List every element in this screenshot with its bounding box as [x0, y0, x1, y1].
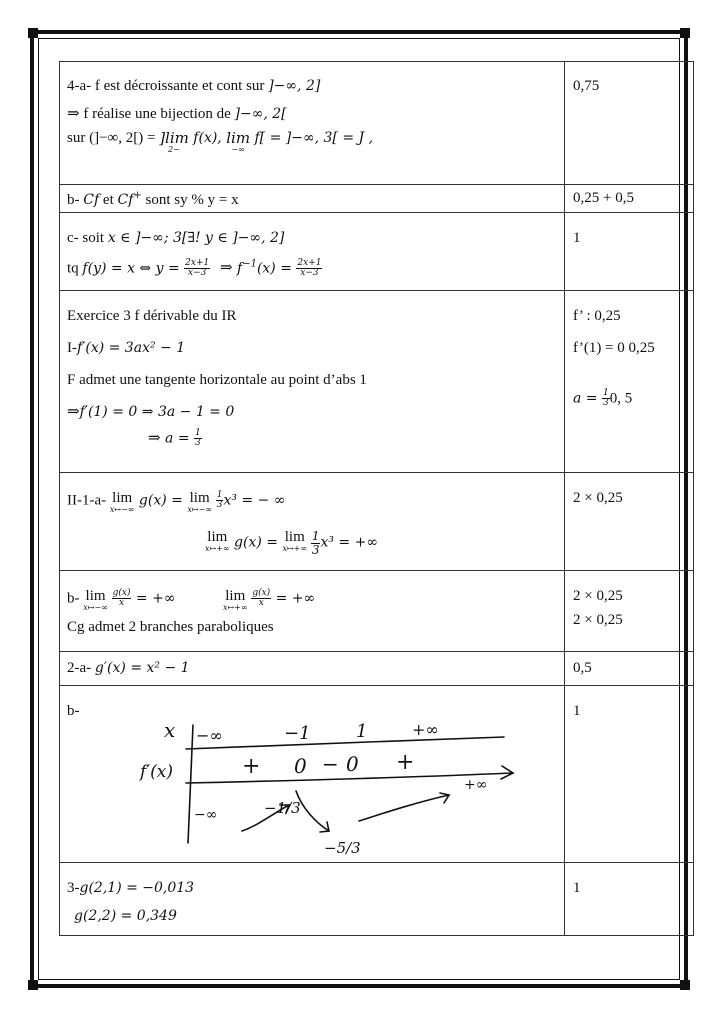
score-value — [573, 389, 693, 409]
limit-subscript: −∞ — [231, 145, 245, 154]
math-expression: g(2,1) = −0,013 — [79, 880, 195, 896]
fraction-numerator: g(x) — [112, 588, 131, 598]
math-expression: g(x) = — [134, 492, 188, 509]
fraction — [311, 530, 321, 556]
math-expression: (x) = — [256, 260, 297, 277]
handwritten-sign: − — [321, 752, 339, 776]
answer-cell — [60, 686, 565, 863]
answer-line — [205, 530, 709, 556]
answer-text: b- — [67, 192, 84, 208]
handwritten-top-line — [186, 737, 504, 749]
page-corner-top-left — [28, 28, 38, 38]
math-expression: x ∈ ]−∞; 3[∃! y ∈ ]−∞, 2] — [107, 230, 285, 246]
answer-line — [67, 107, 571, 122]
limit-word: lim — [284, 529, 305, 545]
table-row — [60, 185, 694, 213]
answer-text: II-1-a- — [67, 492, 110, 509]
limit-subscript: x↦+∞ — [282, 544, 308, 553]
fraction-denominator: x−3 — [188, 268, 207, 279]
score-cell — [565, 213, 694, 291]
math-superscript: −1 — [242, 258, 257, 270]
answer-text: sont sy % y = x — [141, 192, 239, 208]
limit-subscript: x↦+∞ — [222, 603, 248, 612]
score-value: 1 — [573, 230, 581, 246]
handwritten-vertical-rule — [188, 725, 193, 843]
limit-subscript: x↦−∞ — [109, 505, 135, 514]
score-value: 2 × 0,25 — [573, 588, 623, 604]
limit-subscript: x↦+∞ — [205, 544, 230, 553]
limit-word: lim — [226, 129, 251, 147]
handwritten-sign: 0 — [345, 752, 359, 776]
handwritten-derivative-label: f′(x) — [139, 762, 173, 782]
math-expression: f[ = ]−∞, 3[ = J , — [250, 130, 374, 146]
limit-word: lim — [112, 490, 133, 506]
fraction-numerator: 1 — [602, 388, 609, 398]
answer-cell — [60, 185, 565, 213]
math-expression: a = — [160, 430, 195, 447]
math-superscript: + — [133, 190, 142, 201]
table-row — [60, 473, 694, 571]
score-cell — [565, 863, 694, 936]
math-expression: = +∞ — [271, 590, 316, 607]
answer-line — [67, 881, 571, 896]
score-value: 0,25 + 0,5 — [573, 190, 634, 206]
math-expression: = +∞ — [131, 590, 176, 607]
table-row — [60, 62, 694, 185]
score-cell — [565, 686, 694, 863]
limit-word: lim — [207, 529, 228, 545]
math-expression: f(y) = x ⇔ y = — [82, 260, 185, 277]
answer-cell — [60, 62, 565, 185]
table-row — [60, 291, 694, 473]
math-expression: ]−∞, 2] — [268, 78, 321, 94]
math-expression: g(2,2) = 0,349 — [74, 908, 177, 924]
fraction — [112, 589, 132, 609]
answer-line — [67, 231, 571, 246]
fraction-denominator: 3 — [195, 438, 201, 449]
fraction-numerator: 2x+1 — [185, 258, 210, 268]
score-value: f’(1) = 0 0,25 — [573, 340, 655, 356]
answer-line — [148, 429, 652, 449]
answer-line — [67, 79, 571, 94]
answer-line — [67, 661, 571, 676]
math-expression: f(x), — [188, 130, 227, 146]
fraction-denominator: x — [258, 598, 264, 609]
handwritten-variation-value: −5/3 — [323, 839, 361, 857]
math-expression: ]−∞, 2[ — [234, 106, 287, 122]
limit-word: lim — [85, 588, 106, 604]
answer-cell — [60, 652, 565, 686]
fraction-denominator: x−3 — [300, 268, 319, 279]
table-row — [60, 863, 694, 936]
fraction — [194, 429, 202, 449]
answer-line — [67, 589, 571, 612]
handwritten-variation-value: −∞ — [193, 807, 217, 823]
score-cell — [565, 62, 694, 185]
answer-line — [67, 131, 571, 154]
answer-line — [67, 259, 571, 279]
math-expression: f — [232, 260, 243, 277]
answer-line — [67, 341, 571, 356]
answer-text: 2-a- — [67, 660, 95, 676]
answer-text: b- — [67, 703, 80, 719]
math-expression: g(x) = — [229, 534, 283, 551]
score-value: 0,75 — [573, 78, 600, 94]
math-expression: Cf — [83, 192, 100, 208]
answer-cell — [60, 291, 565, 473]
handwritten-x-value: −∞ — [195, 726, 223, 745]
handwritten-variation-value: +∞ — [463, 777, 487, 793]
math-expression: g′(x) = x² − 1 — [94, 660, 190, 676]
fraction-numerator: 2x+1 — [297, 258, 322, 268]
answer-text: I- — [67, 340, 77, 356]
answer-text: tq — [67, 260, 83, 277]
score-value: 1 — [573, 880, 581, 896]
answer-text: Cg admet 2 branches paraboliques — [67, 619, 274, 635]
implies-symbol: ⇒ — [219, 260, 233, 277]
answer-text: 3- — [67, 880, 80, 896]
handwritten-sign: + — [395, 750, 414, 775]
answer-text: c- soit — [67, 230, 108, 246]
math-expression: Cf — [117, 192, 134, 208]
page-corner-bottom-right — [680, 980, 690, 990]
score-number: 0, 5 — [609, 390, 633, 407]
fraction — [296, 259, 322, 279]
answer-cell — [60, 213, 565, 291]
math-expression: f′(x) = 3ax² − 1 — [77, 340, 186, 356]
score-cell — [565, 571, 694, 652]
limit-word: lim — [189, 490, 210, 506]
implies-symbol: ⇒ — [148, 430, 161, 447]
table-row — [60, 213, 694, 291]
handwritten-x-label: x — [163, 718, 175, 742]
answer-text: f réalise une bijection de — [79, 106, 235, 122]
handwritten-x-value: −1 — [283, 723, 311, 744]
variation-arrowhead — [320, 822, 329, 832]
page-corner-top-right — [680, 28, 690, 38]
fraction-denominator: x — [118, 598, 125, 609]
handwritten-variation-value: −1/3 — [263, 799, 301, 817]
fraction-numerator: 1 — [216, 490, 223, 500]
score-value: 1 — [573, 703, 581, 719]
page-corner-bottom-left — [28, 980, 38, 990]
handwritten-sign: 0 — [293, 754, 307, 778]
fraction-numerator: 1 — [311, 529, 320, 543]
fraction-numerator: 1 — [195, 428, 201, 438]
answer-line — [74, 909, 578, 924]
implies-symbol: ⇒ — [67, 404, 80, 420]
variation-arrow-down — [296, 791, 329, 831]
table-row — [60, 686, 694, 863]
implies-symbol: ⇒ — [67, 106, 80, 122]
math-expression: f′(1) = 0 ⇒ 3a − 1 = 0 — [79, 404, 235, 420]
math-expression: x³ = − ∞ — [223, 492, 286, 509]
score-cell — [565, 652, 694, 686]
variation-arrowhead — [440, 793, 449, 803]
score-value: 2 × 0,25 — [573, 490, 623, 506]
math-expression: x³ = +∞ — [320, 534, 378, 551]
table-row — [60, 652, 694, 686]
variation-arrow-up — [359, 795, 449, 821]
fraction-denominator: 3 — [602, 398, 609, 409]
answer-line — [67, 491, 571, 514]
fraction — [184, 259, 210, 279]
score-value: f’ : 0,25 — [573, 308, 621, 324]
answer-text: et — [99, 192, 118, 208]
limit-word: lim — [225, 588, 246, 604]
limit-word: ]lim — [159, 129, 189, 147]
handwritten-x-value: 1 — [355, 721, 367, 742]
answer-cell — [60, 473, 565, 571]
limit-subscript: x↦−∞ — [187, 505, 212, 514]
handwritten-sign: + — [241, 754, 260, 779]
answer-line — [67, 191, 571, 208]
fraction-numerator: g(x) — [252, 588, 271, 598]
correction-table — [59, 61, 694, 936]
answer-cell — [60, 571, 565, 652]
fraction-denominator: 3 — [311, 542, 320, 557]
answer-text: 4-a- f est décroissante et cont sur — [67, 78, 269, 94]
limit-subscript: 2− — [168, 145, 180, 154]
answer-text: F admet une tangente horizontale au point d’abs 1 — [67, 372, 367, 388]
score-value: 0,5 — [573, 660, 592, 676]
fraction — [602, 389, 610, 409]
fraction — [251, 589, 271, 609]
handwritten-variation-table — [124, 713, 524, 863]
score-cell — [565, 185, 694, 213]
exercise-title: Exercice 3 f dérivable du IR — [67, 308, 237, 324]
answer-text: b- — [67, 590, 84, 607]
answer-text: sur (]−∞, 2[) = — [67, 130, 160, 146]
answer-line — [67, 405, 571, 420]
handwritten-x-value: +∞ — [411, 720, 439, 739]
score-value: 2 × 0,25 — [573, 612, 623, 628]
answer-cell — [60, 863, 565, 936]
math-expression: a = — [573, 390, 602, 407]
limit-subscript: x↦−∞ — [83, 603, 108, 612]
table-row — [60, 571, 694, 652]
fraction-denominator: 3 — [216, 500, 223, 511]
